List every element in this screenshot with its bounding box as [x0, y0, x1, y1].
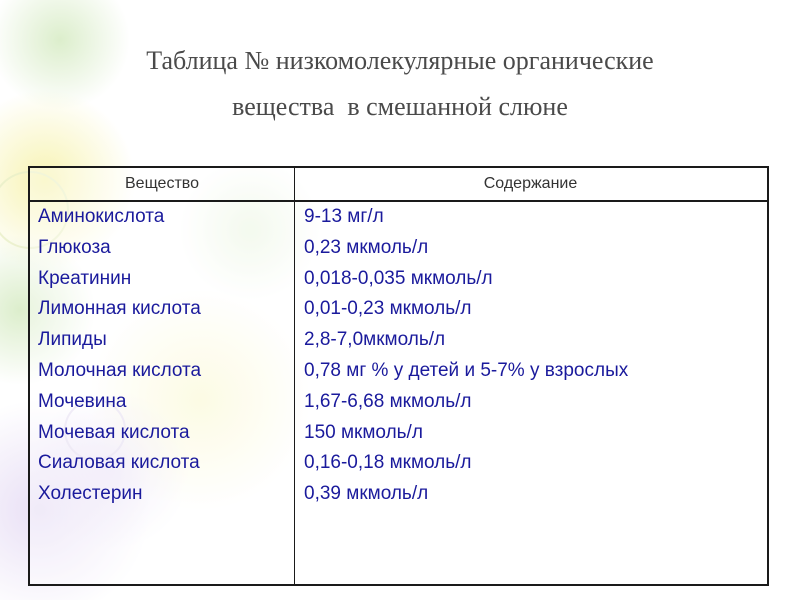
substance-cell: Сиаловая кислота: [38, 452, 200, 474]
substance-cell: Мочевая кислота: [38, 421, 190, 443]
column-header-content: Содержание: [483, 175, 578, 192]
substance-column: [38, 202, 201, 510]
substance-cell: Лимонная кислота: [38, 298, 201, 320]
substance-cell: Липиды: [38, 329, 107, 351]
content-cell: 0,018-0,035 мкмоль/л: [304, 267, 493, 289]
saliva-substances-table: [28, 166, 769, 586]
content-column: [304, 202, 628, 510]
content-cell: 0,16-0,18 мкмоль/л: [304, 452, 472, 474]
title-line-1: Таблица № низкомолекулярные органические: [146, 46, 654, 75]
content-cell: 1,67-6,68 мкмоль/л: [304, 390, 472, 412]
table-header-row: [30, 168, 767, 202]
substance-cell: Мочевина: [38, 390, 127, 412]
content-cell: 0,01-0,23 мкмоль/л: [304, 298, 472, 320]
substance-cell: Молочная кислота: [38, 359, 202, 381]
column-header-substance: Вещество: [125, 175, 199, 192]
content-cell: 0,39 мкмоль/л: [304, 483, 429, 505]
page-title: [0, 38, 800, 130]
substance-cell: Глюкоза: [38, 236, 111, 258]
column-divider: [294, 168, 295, 584]
substance-cell: Аминокислота: [38, 206, 165, 227]
content-cell: 0,78 мг % у детей и 5-7% у взрослых: [304, 359, 629, 381]
substance-cell: Креатинин: [38, 267, 132, 289]
title-line-2: вещества в смешанной слюне: [232, 92, 568, 121]
content-cell: 2,8-7,0мкмоль/л: [304, 329, 446, 351]
content-cell: 150 мкмоль/л: [304, 421, 423, 443]
substance-cell: Холестерин: [38, 483, 143, 505]
content-cell: 0,23 мкмоль/л: [304, 236, 429, 258]
content-cell: 9-13 мг/л: [304, 206, 384, 227]
